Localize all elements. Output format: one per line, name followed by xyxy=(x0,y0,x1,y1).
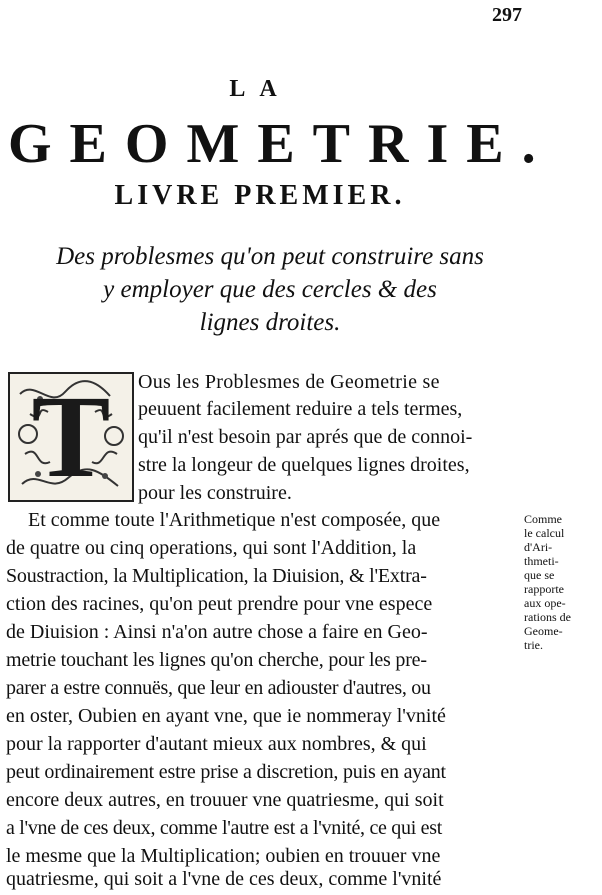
title-la: LA xyxy=(229,76,291,102)
body-line: Et comme toute l'Arithmetique n'est composée, que xyxy=(28,509,441,531)
body-line: pour la rapporter d'autant mieux aux nombres, & qui xyxy=(6,733,427,755)
body-line: Ous les Problesmes de Geometrie se xyxy=(138,371,440,393)
body-line: stre la longeur de quelques lignes droites, xyxy=(138,454,470,476)
title-geometrie: GEOMETRIE. xyxy=(8,113,554,175)
subtitle-line: y employer que des cercles & des xyxy=(103,276,437,303)
margin-note-line: le calcul xyxy=(524,526,565,540)
margin-note xyxy=(524,512,602,652)
body-line: ction des racines, qu'on peut prendre pour vne espece xyxy=(6,593,433,615)
body-line: qu'il n'est besoin par aprés que de connoi- xyxy=(138,426,473,448)
body-line: le mesme que la Multiplication; oubien en trouuer vne xyxy=(6,845,441,867)
margin-note-line: rations de xyxy=(524,610,571,624)
margin-note-line: rapporte xyxy=(524,582,564,596)
body-line: encore deux autres, en trouuer vne quatriesme, qui soit xyxy=(6,789,444,811)
subtitle-line: lignes droites. xyxy=(199,309,341,336)
subtitle xyxy=(20,240,520,339)
body-line: quatriesme, qui soit a l'vne de ces deux, comme l'vnité xyxy=(6,868,442,890)
margin-note-line: Comme xyxy=(524,512,562,526)
margin-note-line: que se xyxy=(524,568,555,582)
margin-note-line: aux ope- xyxy=(524,596,566,610)
title-livre-premier: LIVRE PREMIER. xyxy=(114,180,406,211)
body-line: metrie touchant les lignes qu'on cherche, pour les pre- xyxy=(6,649,427,671)
body-line: peut ordinairement estre prise a discretion, puis en ayant xyxy=(6,761,446,783)
page-number: 297 xyxy=(492,4,522,26)
body-line: parer a estre connuës, que leur en adiouster d'autres, ou xyxy=(6,677,431,699)
margin-note-line: trie. xyxy=(524,638,543,652)
margin-note-line: d'Ari- xyxy=(524,540,553,554)
body-line: pour les construire. xyxy=(138,482,292,504)
margin-note-line: thmeti- xyxy=(524,554,559,568)
body-line: peuuent facilement reduire a tels termes, xyxy=(138,398,463,420)
subtitle-line: Des problesmes qu'on peut construire sans xyxy=(56,243,484,270)
margin-note-line: Geome- xyxy=(524,624,563,638)
body-line: a l'vne de ces deux, comme l'autre est a l'vnité, ce qui est xyxy=(6,817,442,839)
initial-letter: T xyxy=(31,371,111,502)
body-line: en oster, Oubien en ayant vne, que ie nommeray l'vnité xyxy=(6,705,446,727)
body-line: Soustraction, la Multiplication, la Diuision, & l'Extra- xyxy=(6,565,427,587)
decorated-initial xyxy=(8,372,134,502)
body-line: de Diuision : Ainsi n'a'on autre chose a faire en Geo- xyxy=(6,621,428,643)
body-line: de quatre ou cinq operations, qui sont l'Addition, la xyxy=(6,537,417,559)
